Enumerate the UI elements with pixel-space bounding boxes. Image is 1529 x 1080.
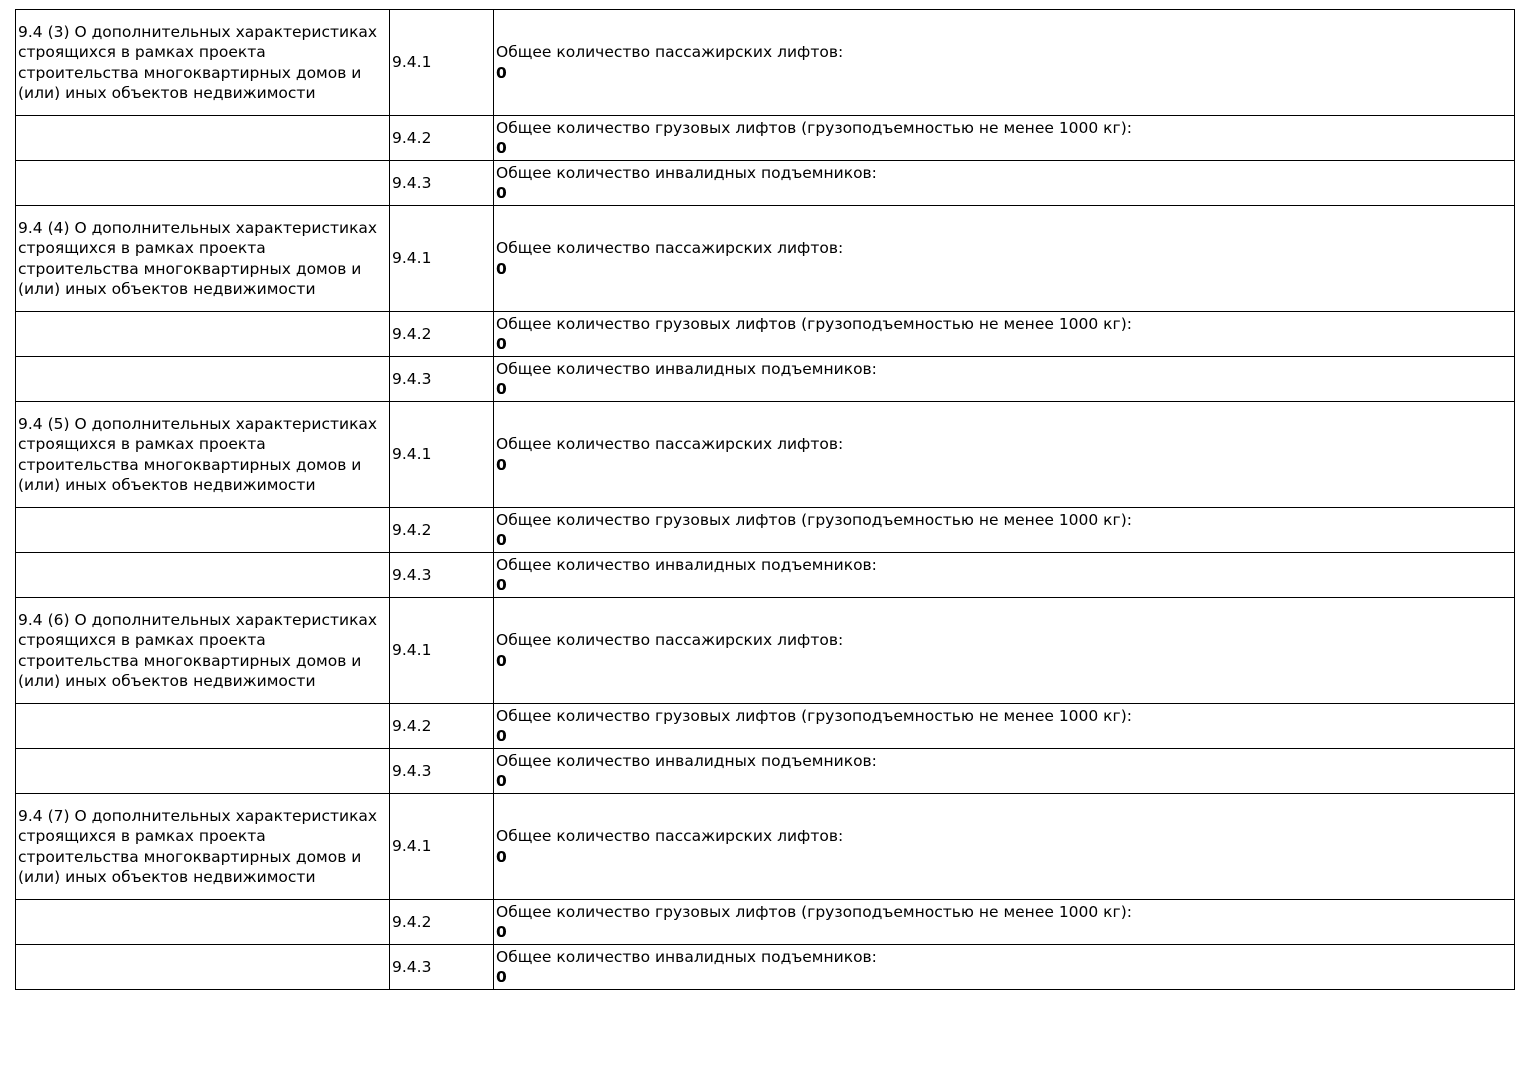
item-code: 9.4.1 xyxy=(390,10,494,116)
table-row xyxy=(16,794,1515,900)
item-label: Общее количество инвалидных подъемников: xyxy=(496,163,877,182)
empty-cell xyxy=(16,161,390,206)
item-cell xyxy=(494,900,1515,945)
empty-cell xyxy=(16,553,390,598)
empty-cell xyxy=(16,312,390,357)
item-cell xyxy=(494,598,1515,704)
item-value: 0 xyxy=(496,63,507,82)
item-value: 0 xyxy=(496,727,507,745)
empty-cell xyxy=(16,900,390,945)
item-label: Общее количество пассажирских лифтов: xyxy=(496,827,844,846)
item-cell xyxy=(494,749,1515,794)
item-cell xyxy=(494,794,1515,900)
item-code: 9.4.3 xyxy=(390,357,494,402)
item-code: 9.4.2 xyxy=(390,116,494,161)
item-cell xyxy=(494,161,1515,206)
item-value: 0 xyxy=(496,380,507,398)
table-row xyxy=(16,116,1515,161)
item-label: Общее количество пассажирских лифтов: xyxy=(496,239,844,258)
item-value: 0 xyxy=(496,139,507,157)
item-value: 0 xyxy=(496,184,507,202)
item-label: Общее количество пассажирских лифтов: xyxy=(496,43,844,62)
item-cell xyxy=(494,357,1515,402)
item-cell xyxy=(494,945,1515,990)
item-code: 9.4.2 xyxy=(390,508,494,553)
table-row xyxy=(16,402,1515,508)
item-cell xyxy=(494,116,1515,161)
item-value: 0 xyxy=(496,531,507,549)
item-code: 9.4.3 xyxy=(390,161,494,206)
table-row xyxy=(16,553,1515,598)
section-title: 9.4 (3) О дополнительных характеристиках строящихся в рамках проекта строительства многоквартирных домов и (или) иных объектов недвижимости xyxy=(16,10,390,116)
disclosure-table xyxy=(15,9,1515,990)
table-row xyxy=(16,749,1515,794)
item-cell xyxy=(494,704,1515,749)
item-code: 9.4.2 xyxy=(390,900,494,945)
table-row xyxy=(16,704,1515,749)
empty-cell xyxy=(16,704,390,749)
table-row xyxy=(16,161,1515,206)
item-label: Общее количество пассажирских лифтов: xyxy=(496,435,844,454)
empty-cell xyxy=(16,357,390,402)
item-value: 0 xyxy=(496,651,507,670)
item-value: 0 xyxy=(496,259,507,278)
item-value: 0 xyxy=(496,772,507,790)
item-cell xyxy=(494,553,1515,598)
item-label: Общее количество грузовых лифтов (грузоподъемностью не менее 1000 кг): xyxy=(496,902,1132,921)
item-value: 0 xyxy=(496,455,507,474)
item-label: Общее количество грузовых лифтов (грузоподъемностью не менее 1000 кг): xyxy=(496,706,1132,725)
item-cell xyxy=(494,402,1515,508)
item-value: 0 xyxy=(496,847,507,866)
item-label: Общее количество инвалидных подъемников: xyxy=(496,555,877,574)
item-label: Общее количество грузовых лифтов (грузоподъемностью не менее 1000 кг): xyxy=(496,510,1132,529)
table-row xyxy=(16,945,1515,990)
item-code: 9.4.1 xyxy=(390,794,494,900)
item-cell xyxy=(494,206,1515,312)
item-code: 9.4.2 xyxy=(390,312,494,357)
section-title: 9.4 (5) О дополнительных характеристиках строящихся в рамках проекта строительства многоквартирных домов и (или) иных объектов недвижимости xyxy=(16,402,390,508)
empty-cell xyxy=(16,945,390,990)
item-code: 9.4.2 xyxy=(390,704,494,749)
item-label: Общее количество грузовых лифтов (грузоподъемностью не менее 1000 кг): xyxy=(496,118,1132,137)
item-code: 9.4.3 xyxy=(390,749,494,794)
item-label: Общее количество инвалидных подъемников: xyxy=(496,947,877,966)
item-label: Общее количество грузовых лифтов (грузоподъемностью не менее 1000 кг): xyxy=(496,314,1132,333)
section-title: 9.4 (6) О дополнительных характеристиках строящихся в рамках проекта строительства многоквартирных домов и (или) иных объектов недвижимости xyxy=(16,598,390,704)
item-code: 9.4.1 xyxy=(390,402,494,508)
table-row xyxy=(16,508,1515,553)
item-value: 0 xyxy=(496,968,507,986)
item-code: 9.4.3 xyxy=(390,553,494,598)
item-code: 9.4.3 xyxy=(390,945,494,990)
table-row xyxy=(16,206,1515,312)
item-value: 0 xyxy=(496,576,507,594)
table-row xyxy=(16,312,1515,357)
empty-cell xyxy=(16,749,390,794)
table-row xyxy=(16,598,1515,704)
item-cell xyxy=(494,508,1515,553)
section-title: 9.4 (4) О дополнительных характеристиках строящихся в рамках проекта строительства многоквартирных домов и (или) иных объектов недвижимости xyxy=(16,206,390,312)
table-row xyxy=(16,357,1515,402)
item-label: Общее количество пассажирских лифтов: xyxy=(496,631,844,650)
table-row xyxy=(16,10,1515,116)
empty-cell xyxy=(16,508,390,553)
table-body xyxy=(16,10,1515,990)
item-cell xyxy=(494,312,1515,357)
section-title: 9.4 (7) О дополнительных характеристиках строящихся в рамках проекта строительства многоквартирных домов и (или) иных объектов недвижимости xyxy=(16,794,390,900)
item-value: 0 xyxy=(496,923,507,941)
item-code: 9.4.1 xyxy=(390,206,494,312)
table-row xyxy=(16,900,1515,945)
item-label: Общее количество инвалидных подъемников: xyxy=(496,359,877,378)
item-label: Общее количество инвалидных подъемников: xyxy=(496,751,877,770)
item-cell xyxy=(494,10,1515,116)
item-code: 9.4.1 xyxy=(390,598,494,704)
empty-cell xyxy=(16,116,390,161)
item-value: 0 xyxy=(496,335,507,353)
